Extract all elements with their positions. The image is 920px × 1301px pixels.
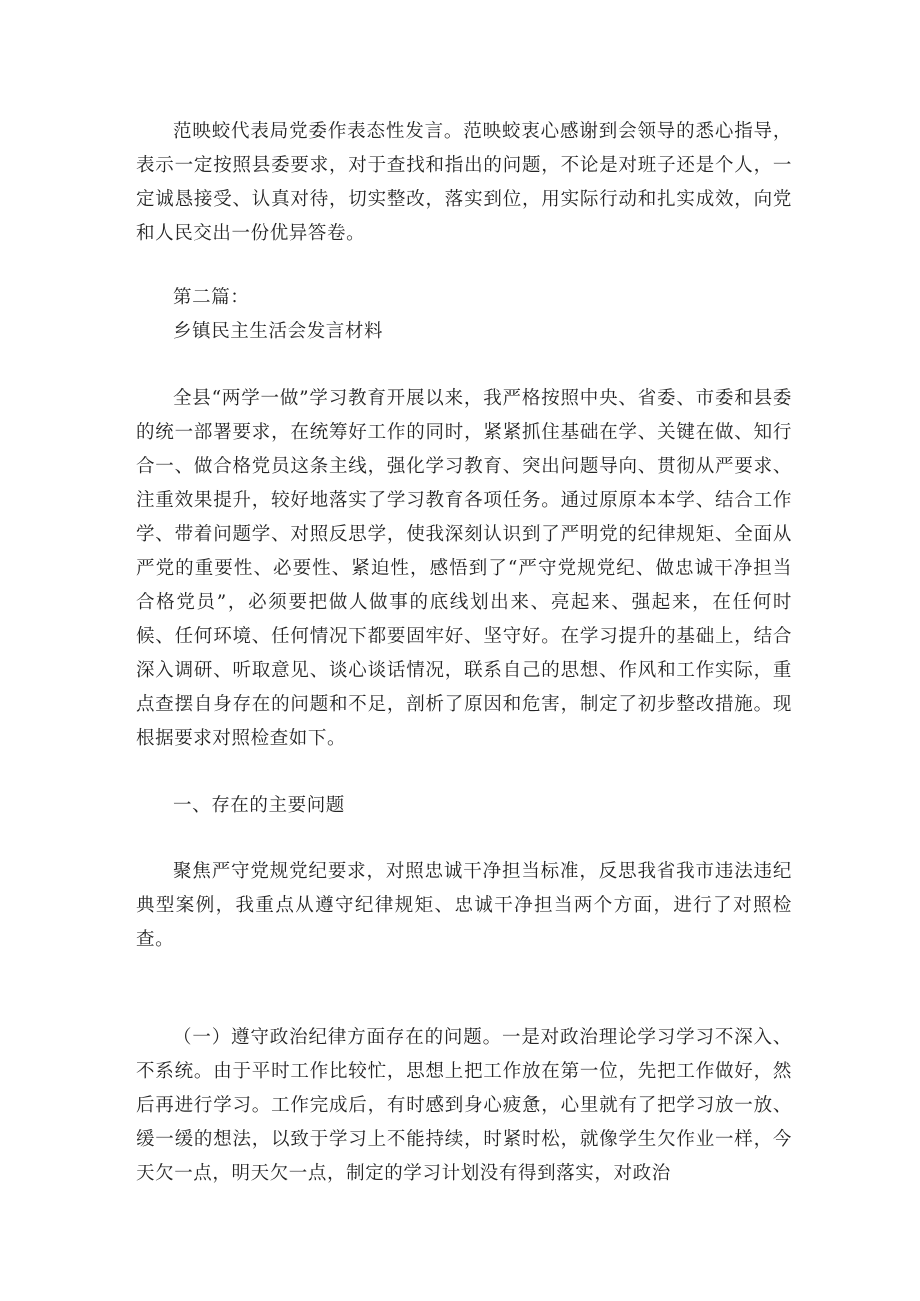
part-title: 乡镇民主生活会发言材料 (173, 321, 384, 342)
paragraph-text: 聚焦严守党规党纪要求，对照忠诚干净担当标准，反思我省我市违法违纪典型案例，我重点从遵守纪律规矩、忠诚干净担当两个方面，进行了对照检查。 (136, 861, 792, 950)
section-heading (136, 789, 792, 823)
paragraph-introduction (136, 382, 792, 756)
paragraph-statement (136, 115, 792, 251)
paragraph-discipline-issues (136, 1021, 792, 1191)
part-label: 第二篇： (173, 287, 250, 308)
section-heading-text: 一、存在的主要问题 (173, 795, 345, 816)
part-heading (136, 281, 792, 349)
paragraph-text: 范映蛟代表局党委作表态性发言。范映蛟衷心感谢到会领导的悉心指导，表示一定按照县委要求，对于查找和指出的问题，不论是对班子还是个人，一定诚恳接受、认真对待，切实整改，落实到位，用实际行动和扎实成效，向党和人民交出一份优异答卷。 (136, 121, 792, 244)
paragraph-text: 全县“两学一做”学习教育开展以来，我严格按照中央、省委、市委和县委的统一部署要求，在统筹好工作的同时，紧紧抓住基础在学、关键在做、知行合一、做合格党员这条主线，强化学习教育、突出问题导向、贯彻从严要求、注重效果提升，较好地落实了学习教育各项任务。通过原原本本学、结合工作学、带着问题学、对照反思学，使我深刻认识到了严明党的纪律规矩、全面从严党的重要性、必要性、紧迫性，感悟到了“严守党规党纪、做忠诚干净担当合格党员”，必须要把做人做事的底线划出来、亮起来、强起来，在任何时候、任何环境、任何情况下都要固牢好、坚守好。在学习提升的基础上，结合深入调研、听取意见、谈心谈话情况，联系自己的思想、作风和工作实际，重点查摆自身存在的问题和不足，剖析了原因和危害，制定了初步整改措施。现根据要求对照检查如下。 (136, 388, 792, 749)
paragraph-text: （一）遵守政治纪律方面存在的问题。一是对政治理论学习学习不深入、不系统。由于平时工作比较忙，思想上把工作放在第一位，先把工作做好，然后再进行学习。工作完成后，有时感到身心疲惫，心里就有了把学习放一放、缓一缓的想法，以致于学习上不能持续，时紧时松，就像学生欠作业一样，今天欠一点，明天欠一点，制定的学习计划没有得到落实，对政治 (136, 1027, 792, 1184)
paragraph-overview (136, 855, 792, 957)
